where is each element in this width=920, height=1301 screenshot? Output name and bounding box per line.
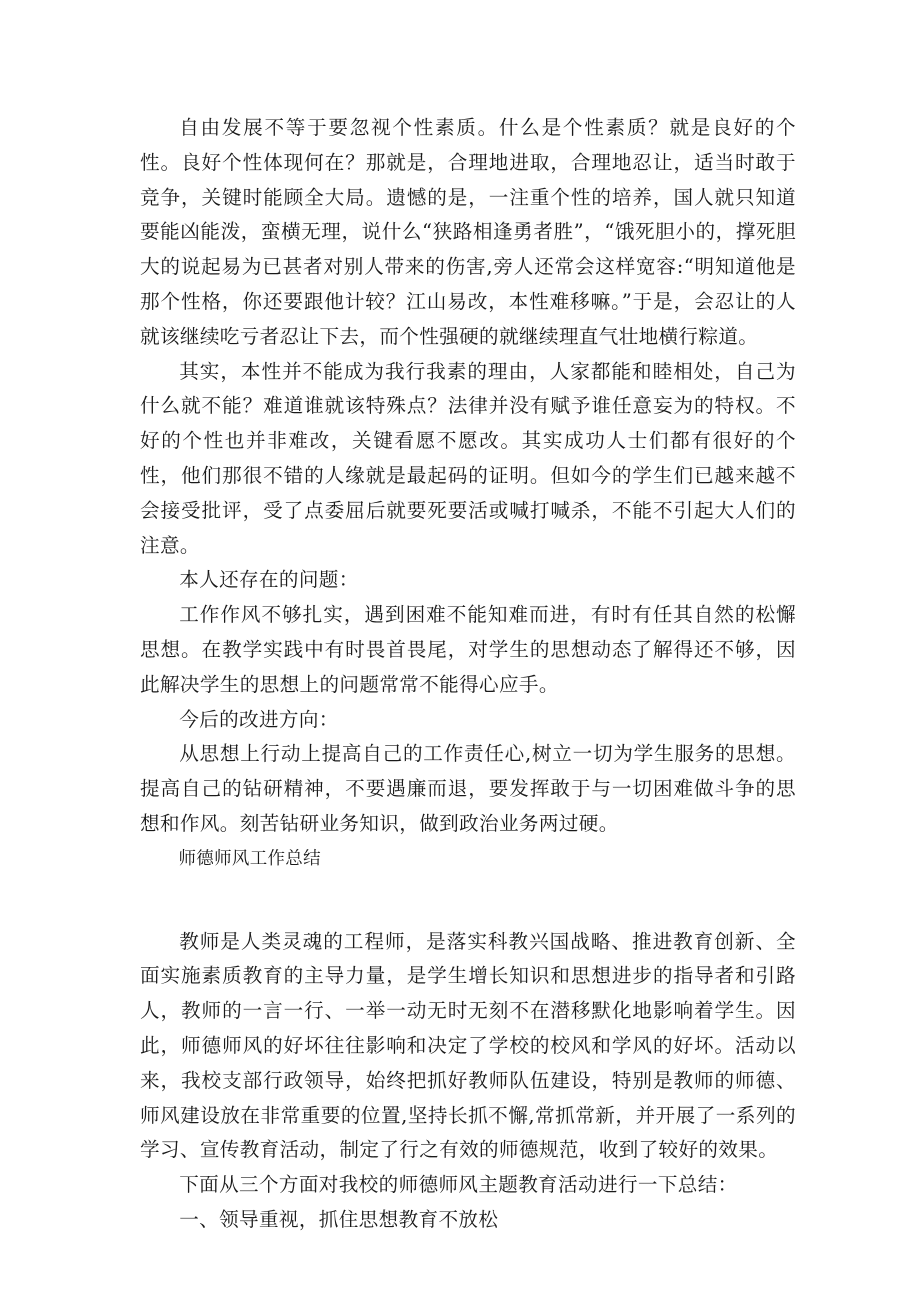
heading-leadership-emphasis: 一、领导重视，抓住思想教育不放松 bbox=[179, 1207, 499, 1231]
paragraph-nature-not-excuse: 其实，本性并不能成为我行我素的理由，人家都能和睦相处，自己为什么就不能？难道谁就该特殊点？法律并没有赋予谁任意妄为的特权。不好的个性也并非难改，关键看愿不愿改。其实成功人士们都有很好的个性，他们那很不错的人缘就是最起码的证明。但如今的学生们已越来越不会接受批评，受了点委屈后就要死要活或喊打喊杀，不能不引起大人们的注意。 bbox=[140, 359, 796, 557]
section-spacer bbox=[140, 877, 796, 925]
heading-existing-problems: 本人还存在的问题： bbox=[179, 568, 359, 592]
paragraph-summary-intro: 下面从三个方面对我校的师德师风主题教育活动进行一下总结： bbox=[179, 1173, 738, 1197]
heading-improvement-direction: 今后的改进方向： bbox=[179, 707, 339, 731]
paragraph-personality-quality: 自由发展不等于要忽视个性素质。什么是个性素质？就是良好的个性。良好个性体现何在？那就是，合理地进取，合理地忍让，适当时敢于竞争，关键时能顾全大局。遗憾的是，一注重个性的培养，国人就只知道要能凶能泼，蛮横无理，说什么“狭路相逢勇者胜”，“饿死胆小的，撑死胆大的说起易为已甚者对别人带来的伤害,旁人还常会这样宽容:“明知道他是那个性格，你还要跟他计较？江山易改，本性难移嘛。”于是，会忍让的人就该继续吃亏者忍让下去，而个性强硬的就继续理直气壮地横行粽道。 bbox=[140, 116, 796, 348]
document-page bbox=[140, 111, 796, 1238]
paragraph-problems-detail: 工作作风不够扎实，遇到困难不能知难而进，有时有任其自然的松懈思想。在教学实践中有时畏首畏尾，对学生的思想动态了解得还不够，因此解决学生的思想上的问题常常不能得心应手。 bbox=[140, 603, 796, 696]
section-title: 师德师风工作总结 bbox=[178, 848, 321, 869]
paragraph-improvement-detail: 从思想上行动上提高自己的工作责任心,树立一切为学生服务的思想。提高自己的钻研精神，不要遇廉而退，要发挥敢于与一切困难做斗争的思想和作风。刻苦钻研业务知识，做到政治业务两过硬。 bbox=[140, 742, 796, 835]
paragraph-teacher-role: 教师是人类灵魂的工程师，是落实科教兴国战略、推进教育创新、全面实施素质教育的主导力量，是学生增长知识和思想进步的指导者和引路人，教师的一言一行、一举一动无时无刻不在潜移默化地影响着学生。因此，师德师风的好坏往往影响和决定了学校的校风和学风的好坏。活动以来，我校支部行政领导，始终把抓好教师队伍建设，特别是教师的师德、师风建设放在非常重要的位置,坚持长抓不懈,常抓常新，并开展了一系列的学习、宣传教育活动，制定了行之有效的师德规范，收到了较好的效果。 bbox=[140, 929, 796, 1162]
